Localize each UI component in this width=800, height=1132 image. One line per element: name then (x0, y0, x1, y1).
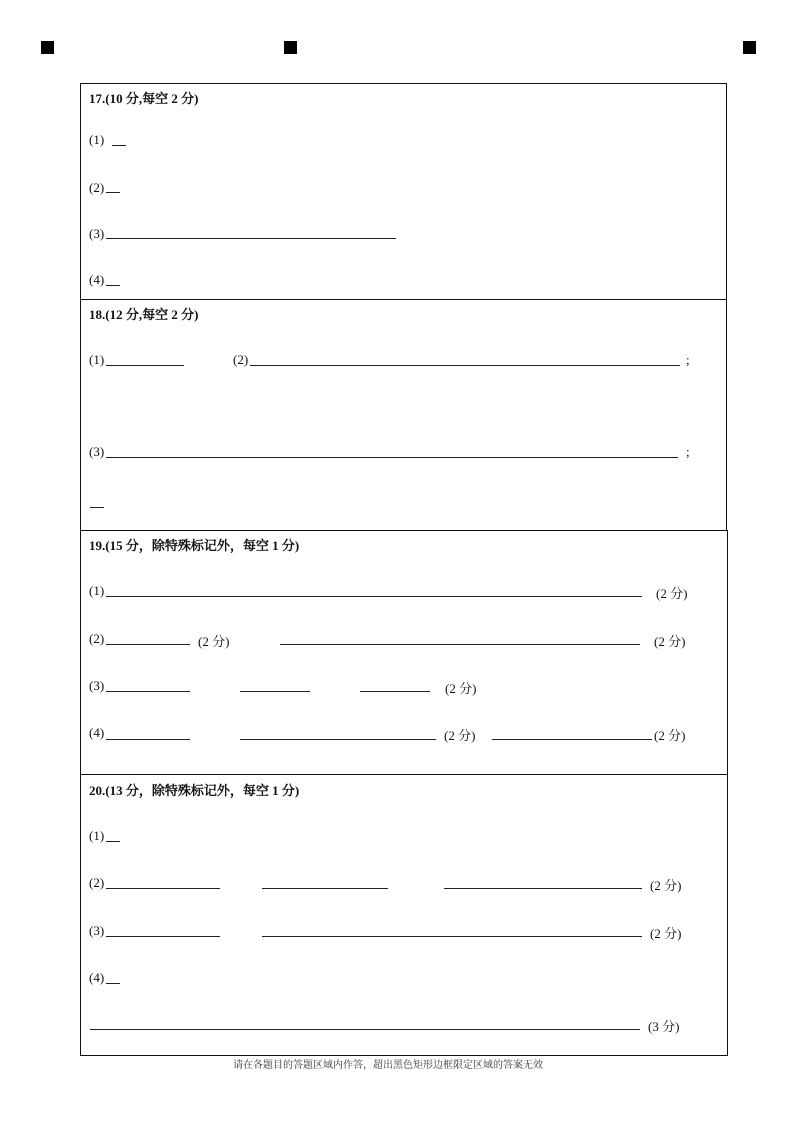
q20-blank-2b[interactable] (262, 888, 388, 889)
q19-blank-3b[interactable] (240, 691, 310, 692)
q17-blank-1[interactable] (112, 145, 126, 146)
q17-blank-2[interactable] (106, 192, 120, 193)
q18-blank-1[interactable] (106, 365, 184, 366)
q17-blank-4[interactable] (106, 285, 120, 286)
q17-label-2: (2) (89, 180, 105, 195)
q20-label-4: (4) (89, 970, 105, 985)
q19-score-2b: (2 分) (654, 634, 686, 649)
q18-blank-3[interactable] (106, 457, 678, 458)
q20-blank-2c[interactable] (444, 888, 642, 889)
q19-score-4a: (2 分) (444, 728, 476, 743)
q19-label-3: (3) (89, 678, 105, 693)
registration-marker-left (41, 41, 54, 54)
q20-blank-3b[interactable] (262, 936, 642, 937)
q19-blank-4c[interactable] (492, 739, 652, 740)
q19-blank-1[interactable] (106, 596, 642, 597)
registration-marker-center (284, 41, 297, 54)
q18-title: 18.(12 分,每空 2 分) (89, 307, 199, 322)
q19-score-1: (2 分) (656, 586, 688, 601)
q20-blank-4[interactable] (106, 983, 120, 984)
q19-score-2a: (2 分) (198, 634, 230, 649)
q18-label-2: (2) (233, 352, 249, 367)
q18-blank-2[interactable] (250, 365, 680, 366)
footer-notice: 请在各题目的答题区域内作答，超出黑色矩形边框限定区域的答案无效 (233, 1060, 543, 1071)
q19-title: 19.(15 分，除特殊标记外，每空 1 分) (89, 538, 300, 553)
q18-label-3: (3) (89, 444, 105, 459)
q20-title: 20.(13 分，除特殊标记外，每空 1 分) (89, 783, 300, 798)
q19-blank-2a[interactable] (106, 644, 190, 645)
q20-score-3: (2 分) (650, 926, 682, 941)
q18-label-1: (1) (89, 352, 105, 367)
q20-blank-3a[interactable] (106, 936, 220, 937)
q17-label-1: (1) (89, 132, 105, 147)
q18-semicolon-2: ; (686, 444, 690, 459)
q20-label-2: (2) (89, 875, 105, 890)
q17-label-3: (3) (89, 226, 105, 241)
q20-score-5: (3 分) (648, 1019, 680, 1034)
q19-blank-2b[interactable] (280, 644, 640, 645)
answer-box-q17 (80, 83, 727, 300)
q19-label-2: (2) (89, 631, 105, 646)
q19-score-4b: (2 分) (654, 728, 686, 743)
q19-blank-4b[interactable] (240, 739, 436, 740)
q17-blank-3[interactable] (106, 238, 396, 239)
q20-blank-1[interactable] (106, 841, 120, 842)
q19-label-1: (1) (89, 583, 105, 598)
q20-blank-5[interactable] (90, 1029, 640, 1030)
q17-title: 17.(10 分,每空 2 分) (89, 91, 199, 106)
q20-label-1: (1) (89, 828, 105, 843)
q17-label-4: (4) (89, 272, 105, 287)
q19-blank-3c[interactable] (360, 691, 430, 692)
q20-score-2: (2 分) (650, 878, 682, 893)
q20-label-3: (3) (89, 923, 105, 938)
answer-box-q20 (80, 774, 728, 1056)
q19-blank-3a[interactable] (106, 691, 190, 692)
q19-score-3: (2 分) (445, 681, 477, 696)
answer-box-q18 (80, 299, 727, 531)
q18-semicolon-1: ; (686, 352, 690, 367)
q19-blank-4a[interactable] (106, 739, 190, 740)
q19-label-4: (4) (89, 725, 105, 740)
registration-marker-right (743, 41, 756, 54)
q18-blank-4[interactable] (90, 507, 104, 508)
q20-blank-2a[interactable] (106, 888, 220, 889)
